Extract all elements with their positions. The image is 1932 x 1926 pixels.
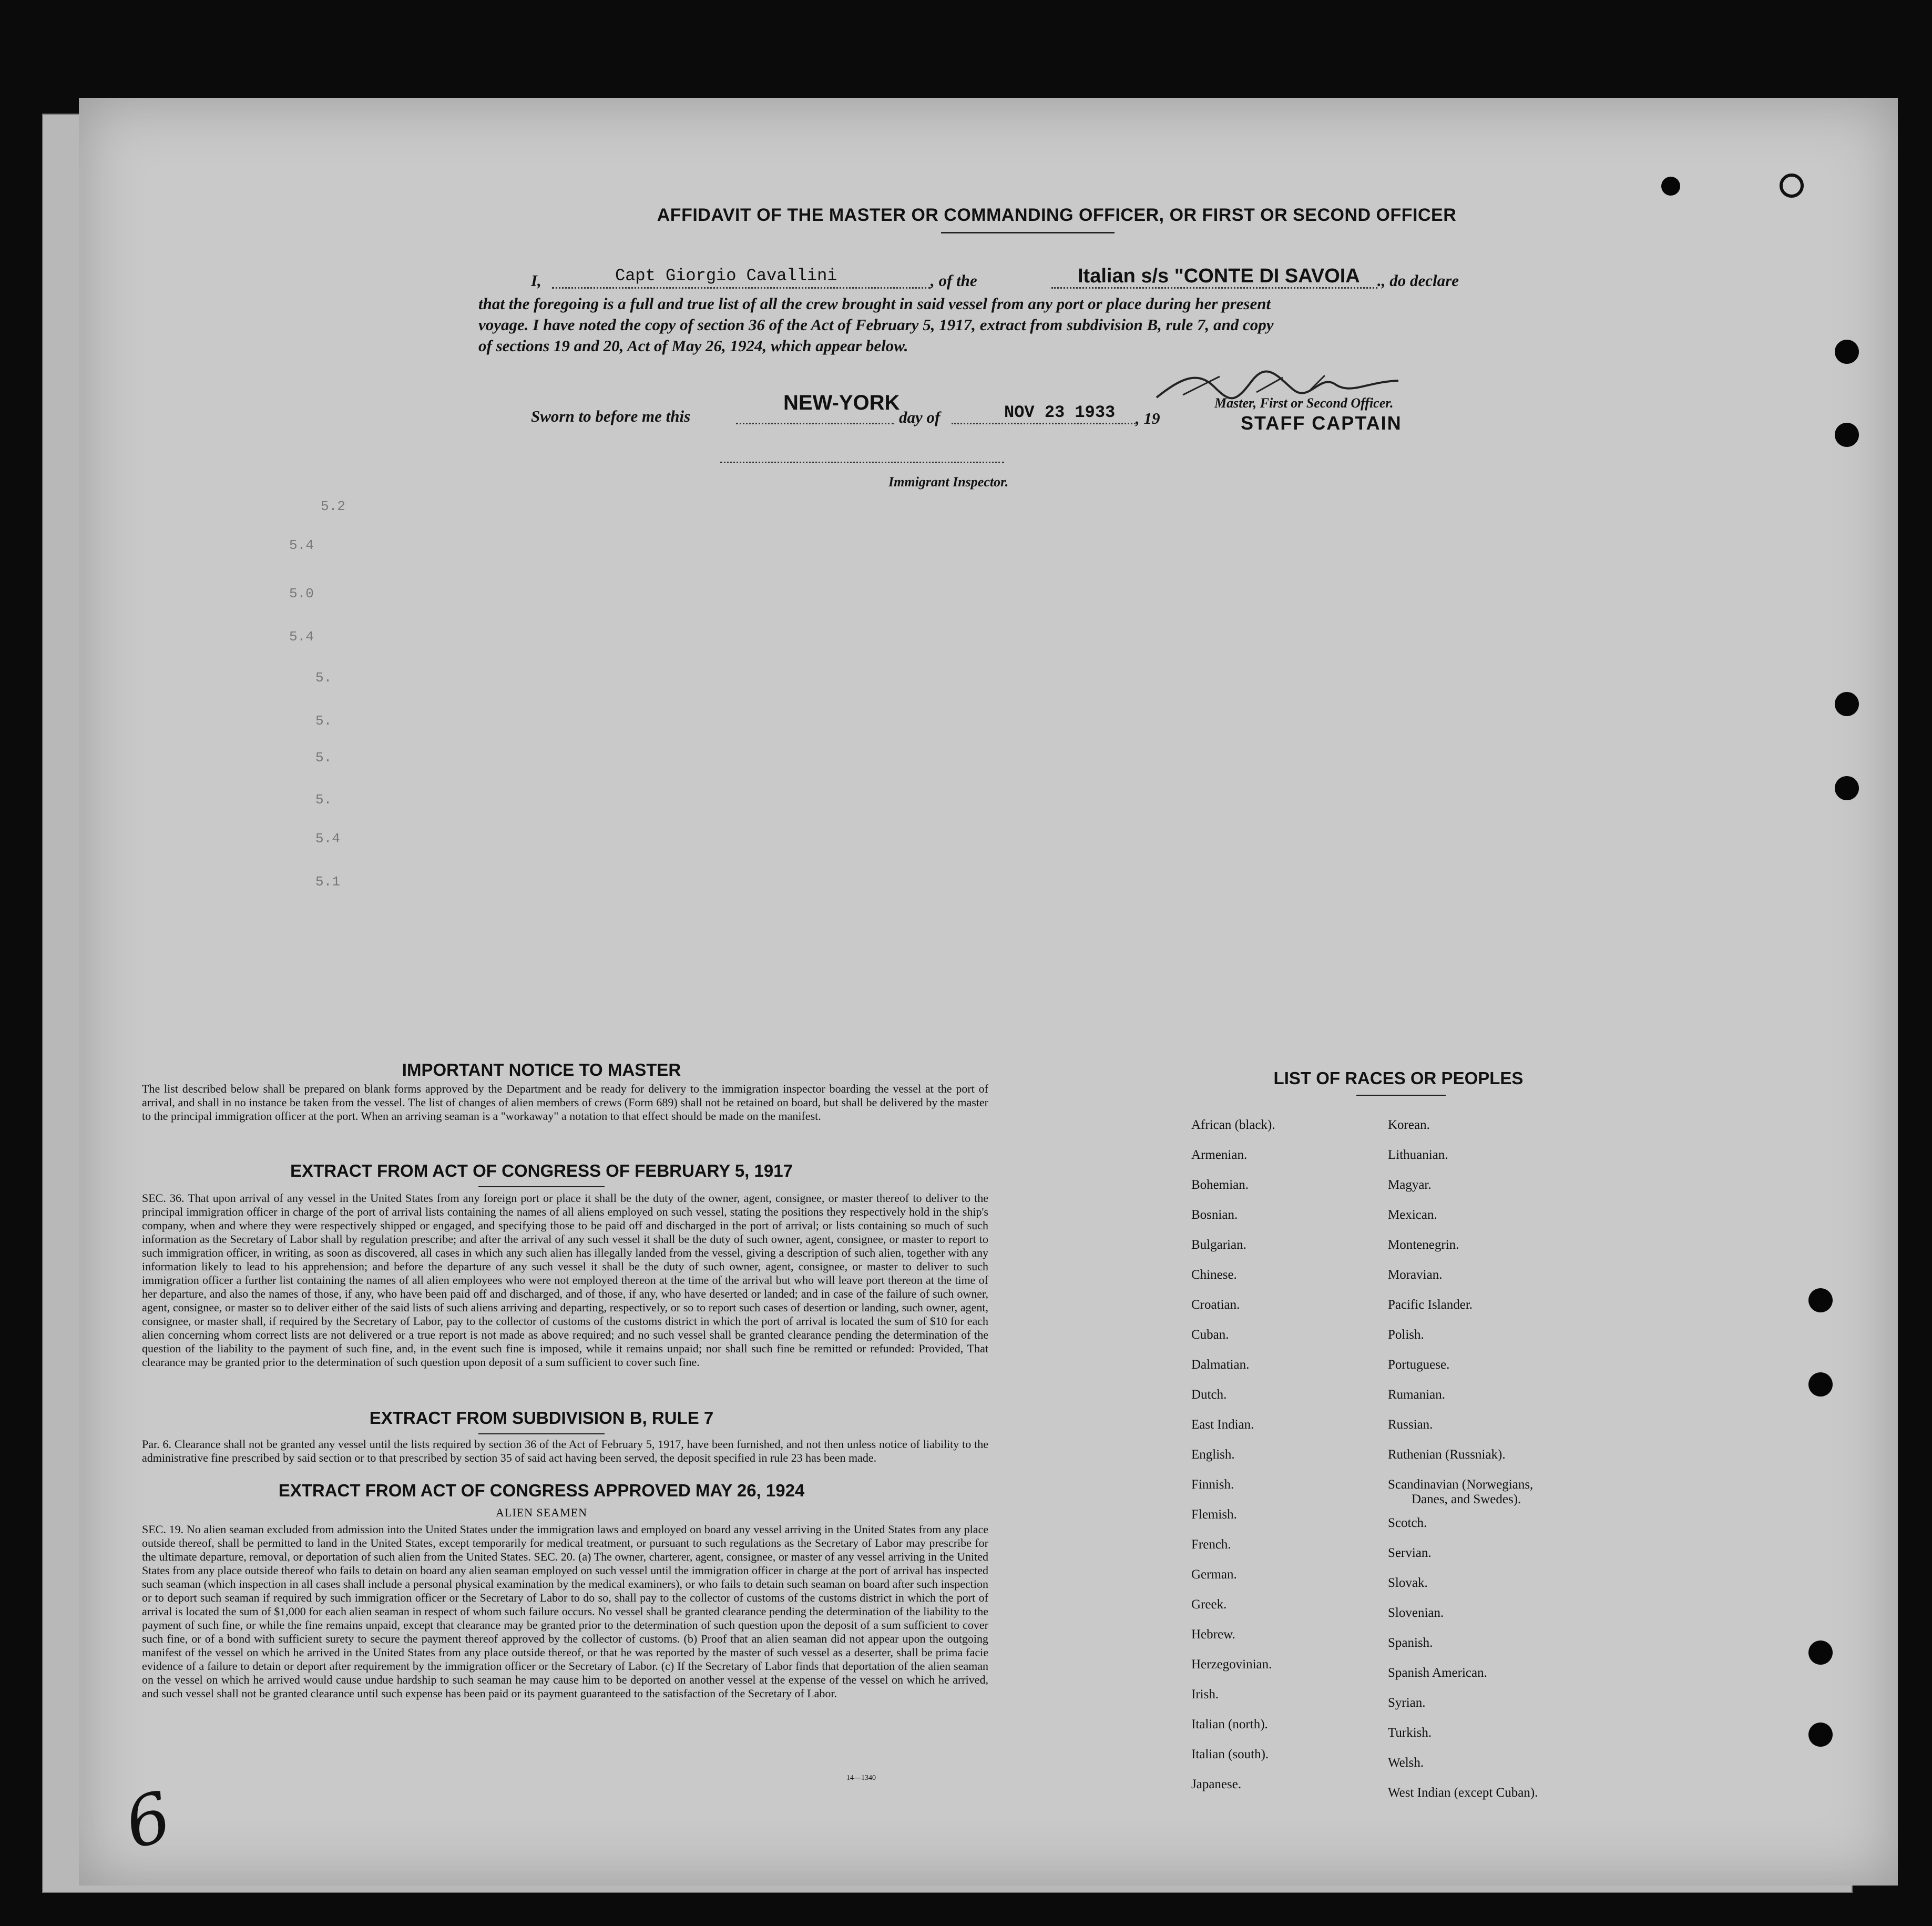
- declare-suffix: ., do declare: [1377, 271, 1459, 290]
- race-item: Japanese.: [1191, 1777, 1242, 1791]
- race-item: Italian (south).: [1191, 1747, 1269, 1761]
- race-item: Spanish.: [1388, 1636, 1433, 1650]
- race-item: Bosnian.: [1191, 1208, 1238, 1222]
- master-name: Capt Giorgio Cavallini: [615, 266, 837, 286]
- extract-1924-body: SEC. 19. No alien seaman excluded from admission into the United States under the immigration laws and employed on board any vessel arriving in the United States from any place outside thereof, shall be permitted to land in the United States, except temporarily for medical treatment, or pursuant to such regulations as the Secretary of Labor may prescribe for the ultimate departure, removal, or deportation of such alien from the United States. SEC. 20. (a) The owner, charterer, agent, consignee, or master of any vessel arriving in the United States from any place outside thereof who fails to detain on board any alien seaman employed on such vessel until the immigration officer in charge at the port of arrival has inspected such seaman (which inspection in all cases shall include a personal physical examination by the medical examiners), or who fails to detain such seaman on board after such inspection or to deport such seaman if required by such immigration officer or the Secretary of Labor to do so, shall pay to the collector of customs of the customs district in which the port of arrival is located the sum of $1,000 for each alien seaman in respect of whom such failure occurs. No vessel shall be granted clearance pending the determination of the liability to the payment of such fine, or while the fine remains unpaid, except that clearance may be granted prior to the determination of such question upon the deposit of a sum sufficient to cover such fine, or of a bond with sufficient surety to secure the payment thereof approved by the collector of customs. (b) Proof that an alien seaman did not appear upon the outgoing manifest of the vessel on which he arrived in the United States from any place outside thereof, or that he was reported by the master of such vessel as a deserter, shall be prima facie evidence of a failure to detain or deport after requirement by the immigration officer or the Secretary of Labor. (c) If the Secretary of Labor finds that deportation of the alien seaman on the vessel on which he arrived would cause undue hardship to such seaman he may cause him to be deported on another vessel at the expense of the vessel on which he arrived, and such vessel shall not be granted clearance until such expense has been paid or its payment guaranteed to the satisfaction of the Secretary of Labor.: [142, 1523, 988, 1700]
- race-item: Polish.: [1388, 1328, 1424, 1342]
- race-item: Pacific Islander.: [1388, 1298, 1473, 1312]
- declaration-line-4: of sections 19 and 20, Act of May 26, 1924, which appear below.: [478, 337, 908, 355]
- margin-mark: 5.: [315, 713, 332, 729]
- races-rule: [1356, 1095, 1446, 1096]
- margin-mark: 5.: [315, 750, 332, 766]
- punch-hole-icon: [1808, 1640, 1833, 1665]
- year-prefix: , 19: [1136, 409, 1160, 427]
- margin-mark: 5.4: [289, 537, 314, 553]
- vessel-name: Italian s/s "CONTE DI SAVOIA: [1078, 265, 1360, 287]
- race-item: Irish.: [1191, 1687, 1219, 1701]
- affidavit-title: AFFIDAVIT OF THE MASTER OR COMMANDING OFFICER, OR FIRST OR SECOND OFFICER: [657, 205, 1457, 225]
- race-item: Italian (north).: [1191, 1717, 1268, 1731]
- margin-mark: 5.: [315, 792, 332, 808]
- punch-hole-icon: [1661, 177, 1680, 196]
- corner-mark: 6: [116, 1776, 179, 1865]
- race-item: Magyar.: [1388, 1178, 1432, 1192]
- notice-title: IMPORTANT NOTICE TO MASTER: [402, 1060, 681, 1079]
- race-item: Greek.: [1191, 1597, 1227, 1612]
- punch-hole-icon: [1808, 1723, 1833, 1747]
- margin-mark: 5.4: [289, 629, 314, 645]
- margin-mark: 5.0: [289, 586, 314, 602]
- race-item: Bohemian.: [1191, 1178, 1249, 1192]
- race-item: Croatian.: [1191, 1298, 1240, 1312]
- margin-mark: 5.: [315, 670, 332, 686]
- race-item: Cuban.: [1191, 1328, 1229, 1342]
- title-rule: [941, 232, 1115, 233]
- margin-mark: 5.2: [321, 498, 345, 514]
- punch-hole-icon: [1835, 340, 1859, 364]
- race-item: French.: [1191, 1537, 1231, 1552]
- punch-hole-icon: [1835, 692, 1859, 716]
- race-item: Spanish American.: [1388, 1666, 1487, 1680]
- extract-rule7-rule: [478, 1433, 605, 1434]
- race-item: West Indian (except Cuban).: [1388, 1786, 1538, 1800]
- extract-1924-subtitle: ALIEN SEAMEN: [496, 1506, 587, 1519]
- punch-hole-icon: [1780, 174, 1804, 198]
- declare-mid: , of the: [931, 271, 977, 290]
- notice-body: The list described below shall be prepared on blank forms approved by the Department and be ready for delivery to the immigration inspector boarding the vessel at the port of arrival, and shall in no instance be taken from the vessel. The list of changes of alien members of crews (Form 689) shall not be retained on board, but shall be delivered by the master to the principal immigration officer at the port. When an arriving seaman is a "workaway" a notation to that effect should be made on the manifest.: [142, 1082, 988, 1123]
- extract-1917-rule: [478, 1186, 605, 1187]
- race-item: Portuguese.: [1388, 1358, 1450, 1372]
- punch-hole-icon: [1808, 1372, 1833, 1397]
- date-underline: [952, 423, 1136, 424]
- race-item: Lithuanian.: [1388, 1148, 1448, 1162]
- sworn-label: Sworn to before me this: [531, 407, 691, 425]
- punch-hole-icon: [1835, 776, 1859, 800]
- race-item: Ruthenian (Russniak).: [1388, 1448, 1506, 1462]
- race-item: Herzegovinian.: [1191, 1657, 1272, 1672]
- declaration-line-2: that the foregoing is a full and true list of all the crew brought in said vessel from any port or place during her present: [478, 294, 1271, 313]
- race-item: Syrian.: [1388, 1696, 1426, 1710]
- margin-mark: 5.1: [315, 874, 340, 890]
- race-item: Dalmatian.: [1191, 1358, 1250, 1372]
- manifest-page: [79, 98, 1898, 1886]
- extract-1917-title: EXTRACT FROM ACT OF CONGRESS OF FEBRUARY 5, 1917: [290, 1161, 793, 1180]
- day-of-label: day of: [899, 408, 941, 426]
- race-item: Flemish.: [1191, 1507, 1237, 1522]
- race-item: Chinese.: [1191, 1268, 1237, 1282]
- race-item: Slovenian.: [1388, 1606, 1444, 1620]
- extract-1917-body: SEC. 36. That upon arrival of any vessel in the United States from any foreign port or place it shall be the duty of the owner, agent, consignee, or master thereof to deliver to the principal immigration officer in charge of the port of arrival lists containing the names of all aliens employed on such vessel, stating the positions they respectively hold in the ship's company, when and where they were respectively shipped or engaged, and specifying those to be paid off and discharged in the port of arrival; or lists containing so much of such information as the Secretary of Labor shall by regulation prescribe; and after the arrival of any such vessel it shall be the duty of such owner, agent, consignee, or master to report to such immigration officer, in writing, as soon as discovered, all cases in which any such alien has illegally landed from the vessel, giving a description of such alien, together with any information likely to lead to his apprehension; and before the departure of any such vessel it shall be the duty of such owner, agent, consignee, or master to deliver to such immigration officer a further list containing the names of all alien employees who were not employed thereon at the time of the arrival but who will leave port thereon at the time of her departure, and also the names of those, if any, who have been paid off and discharged, and of those, if any, who have deserted or landed; and in case of the failure of such owner, agent, consignee, or master so to deliver either of the said lists of such aliens arriving and departing, respectively, or so to report such cases of desertion or landing, such owner, agent, consignee, or master shall, if required by the Secretary of Labor, pay to the collector of customs of the customs district in which the port of arrival is located the sum of $10 for each alien concerning whom correct lists are not delivered or a true report is not made as above required; and no such vessel shall be granted clearance pending the determination of the question of the liability to the payment of such fine, and, in the event such fine is imposed, while it remains unpaid; nor shall such fine be remitted or refunded: Provided, That clearance may be granted prior to the determination of such question upon deposit of a sum sufficient to cover such fine.: [142, 1191, 988, 1369]
- signature-caption: Master, First or Second Officer.: [1214, 395, 1394, 411]
- race-item: Scotch.: [1388, 1516, 1427, 1530]
- name-underline: [552, 287, 931, 289]
- race-item: Montenegrin.: [1388, 1238, 1459, 1252]
- race-item: English.: [1191, 1448, 1235, 1462]
- punch-hole-icon: [1808, 1288, 1833, 1312]
- race-item: Hebrew.: [1191, 1627, 1235, 1642]
- race-item: Mexican.: [1388, 1208, 1437, 1222]
- declare-prefix: I,: [531, 271, 541, 290]
- race-item: Turkish.: [1388, 1726, 1432, 1740]
- extract-rule7-title: EXTRACT FROM SUBDIVISION B, RULE 7: [369, 1408, 714, 1428]
- race-item: Servian.: [1388, 1546, 1432, 1560]
- margin-mark: 5.4: [315, 831, 340, 847]
- extract-1924-title: EXTRACT FROM ACT OF CONGRESS APPROVED MAY 26, 1924: [278, 1481, 805, 1500]
- race-item: East Indian.: [1191, 1418, 1254, 1432]
- race-item: Bulgarian.: [1191, 1238, 1246, 1252]
- races-title: LIST OF RACES OR PEOPLES: [1273, 1068, 1524, 1088]
- race-item: Scandinavian (Norwegians,: [1388, 1477, 1534, 1492]
- inspector-underline: [720, 462, 1004, 463]
- signer-title: STAFF CAPTAIN: [1241, 412, 1402, 434]
- race-item: Dutch.: [1191, 1388, 1227, 1402]
- sworn-underline: [736, 423, 894, 424]
- race-item: Danes, and Swedes).: [1412, 1492, 1521, 1506]
- race-item: German.: [1191, 1567, 1237, 1582]
- race-item: Moravian.: [1388, 1268, 1443, 1282]
- race-item: Rumanian.: [1388, 1388, 1446, 1402]
- form-number: 14—1340: [846, 1774, 876, 1782]
- race-item: Welsh.: [1388, 1756, 1424, 1770]
- declaration-line-3: voyage. I have noted the copy of section 36 of the Act of February 5, 1917, extract from subdivision B, rule 7, and copy: [478, 315, 1274, 334]
- race-item: Korean.: [1388, 1118, 1430, 1132]
- race-item: African (black).: [1191, 1118, 1275, 1132]
- race-item: Armenian.: [1191, 1148, 1248, 1162]
- extract-rule7-body: Par. 6. Clearance shall not be granted any vessel until the lists required by section 36 of the Act of February 5, 1917, have been furnished, and not then unless notice of liability to the administrative fine prescribed by said section or to that prescribed by section 35 of said act having been served, the deposit specified in rule 23 has been made.: [142, 1438, 988, 1464]
- sworn-place: NEW-YORK: [783, 391, 900, 414]
- inspector-label: Immigrant Inspector.: [888, 474, 1009, 490]
- race-item: Russian.: [1388, 1418, 1433, 1432]
- race-item: Finnish.: [1191, 1477, 1234, 1492]
- race-item: Slovak.: [1388, 1576, 1428, 1590]
- sworn-date: NOV 23 1933: [1004, 403, 1116, 422]
- punch-hole-icon: [1835, 423, 1859, 447]
